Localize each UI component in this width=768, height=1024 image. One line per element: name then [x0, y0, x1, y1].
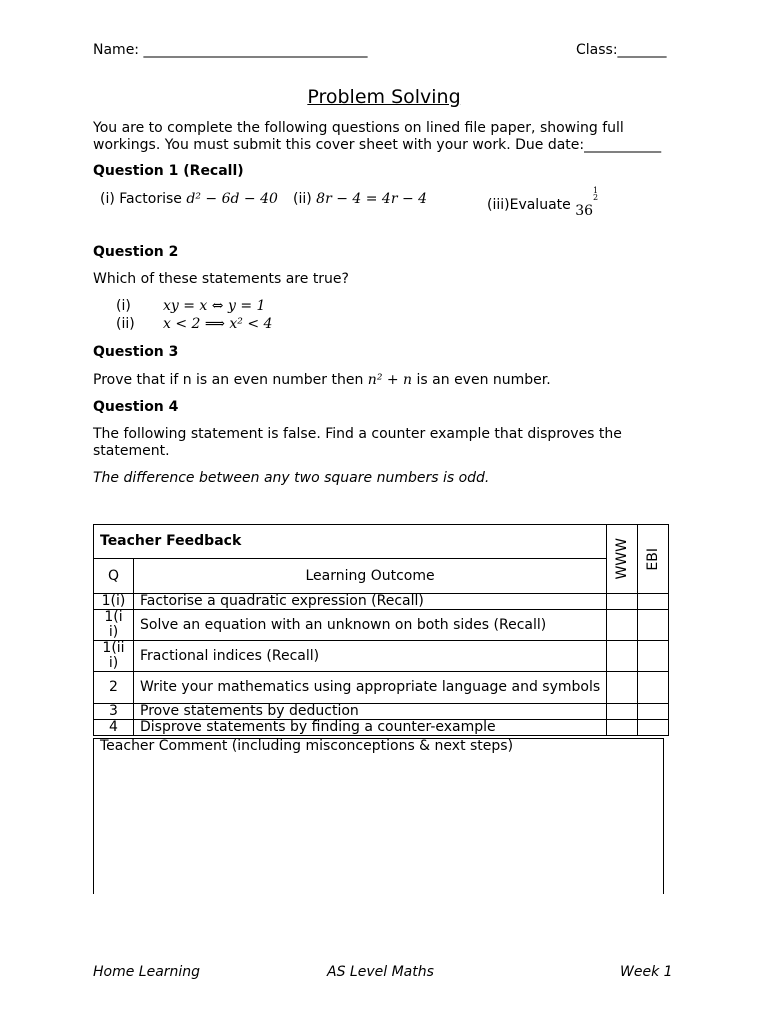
teacher-comment-box[interactable]: [93, 738, 664, 894]
www-cell[interactable]: [607, 720, 638, 736]
q1-part-iii-base: 36: [575, 203, 594, 219]
ebi-cell[interactable]: [638, 720, 669, 736]
www-label: WWW: [613, 538, 630, 580]
table-row: [94, 610, 669, 641]
q2-prompt: Which of these statements are true?: [93, 271, 349, 287]
row-outcome: Prove statements by deduction: [134, 704, 607, 720]
teacher-feedback-table: [93, 524, 669, 736]
intro-text: You are to complete the following questions on lined file paper, showing full workings. You must submit this cover sheet with your work. Due date:___________: [93, 120, 662, 153]
q4-text: The following statement is false. Find a counter example that disproves the statement.: [93, 426, 622, 459]
exponent-numerator: 1: [593, 186, 599, 195]
q1-part-i: [100, 191, 278, 207]
ebi-cell[interactable]: [638, 594, 669, 610]
feedback-title: Teacher Feedback: [94, 525, 607, 559]
table-row: [94, 641, 669, 672]
q3-text-before: Prove that if n is an even number then: [93, 372, 364, 388]
name-field-label: Name: ________________________________: [93, 42, 368, 58]
www-cell[interactable]: [607, 704, 638, 720]
col-outcome-header: Learning Outcome: [134, 559, 607, 594]
q2-item-i-label: (i): [116, 298, 131, 314]
footer-right: Week 1: [620, 964, 673, 980]
ebi-header: [638, 525, 669, 594]
row-q: 1(iii): [94, 641, 134, 672]
row-outcome: Fractional indices (Recall): [134, 641, 607, 672]
table-row: [94, 720, 669, 736]
question-1-heading: Question 1 (Recall): [93, 163, 244, 179]
q1-part-i-label: (i) Factorise: [100, 191, 182, 207]
q1-part-i-math: d² − 6d − 40: [186, 191, 278, 207]
q2-item-ii-label: (ii): [116, 316, 135, 332]
table-row: [94, 704, 669, 720]
teacher-comment-label: Teacher Comment (including misconceptions & next steps): [100, 738, 514, 754]
www-cell[interactable]: [607, 641, 638, 672]
row-outcome: Solve an equation with an unknown on both sides (Recall): [134, 610, 607, 641]
q3-text: [93, 372, 551, 388]
footer-center: AS Level Maths: [327, 964, 434, 980]
row-q: 2: [94, 672, 134, 704]
ebi-cell[interactable]: [638, 610, 669, 641]
www-cell[interactable]: [607, 672, 638, 704]
ebi-cell[interactable]: [638, 641, 669, 672]
row-outcome: Factorise a quadratic expression (Recall): [134, 594, 607, 610]
www-cell[interactable]: [607, 610, 638, 641]
class-field-label: Class:_______: [576, 42, 667, 58]
table-row: [94, 594, 669, 610]
q2-item-ii-math: x < 2 ⟹ x² < 4: [163, 316, 273, 332]
row-q: 1(ii): [94, 610, 134, 641]
footer-left: Home Learning: [93, 964, 201, 980]
question-3-heading: Question 3: [93, 344, 179, 360]
q3-math: n² + n: [367, 372, 413, 388]
question-4-heading: Question 4: [93, 399, 179, 415]
question-2-heading: Question 2: [93, 244, 179, 260]
col-q-header: Q: [94, 559, 134, 594]
table-row: [94, 672, 669, 704]
q1-part-ii-label: (ii): [293, 191, 312, 207]
q1-part-iii-exponent: [593, 187, 598, 201]
row-q: 4: [94, 720, 134, 736]
page-title: Problem Solving: [307, 86, 461, 108]
q2-item-i-math: xy = x ⇔ y = 1: [163, 298, 266, 314]
row-q: 1(i): [94, 594, 134, 610]
row-q: 3: [94, 704, 134, 720]
www-cell[interactable]: [607, 594, 638, 610]
row-outcome: Write your mathematics using appropriate language and symbols: [134, 672, 607, 704]
q3-text-after: is an even number.: [416, 372, 551, 388]
q1-part-ii-math: 8r − 4 = 4r − 4: [316, 191, 428, 207]
exponent-denominator: 2: [593, 193, 599, 202]
q4-statement: The difference between any two square numbers is odd.: [93, 470, 490, 486]
q1-part-iii-label: (iii)Evaluate: [487, 197, 571, 213]
www-header: [607, 525, 638, 594]
row-outcome: Disprove statements by finding a counter-example: [134, 720, 607, 736]
q1-part-iii: [487, 186, 599, 219]
ebi-cell[interactable]: [638, 672, 669, 704]
q1-part-ii: [293, 191, 427, 207]
ebi-label: EBI: [644, 547, 661, 571]
ebi-cell[interactable]: [638, 704, 669, 720]
